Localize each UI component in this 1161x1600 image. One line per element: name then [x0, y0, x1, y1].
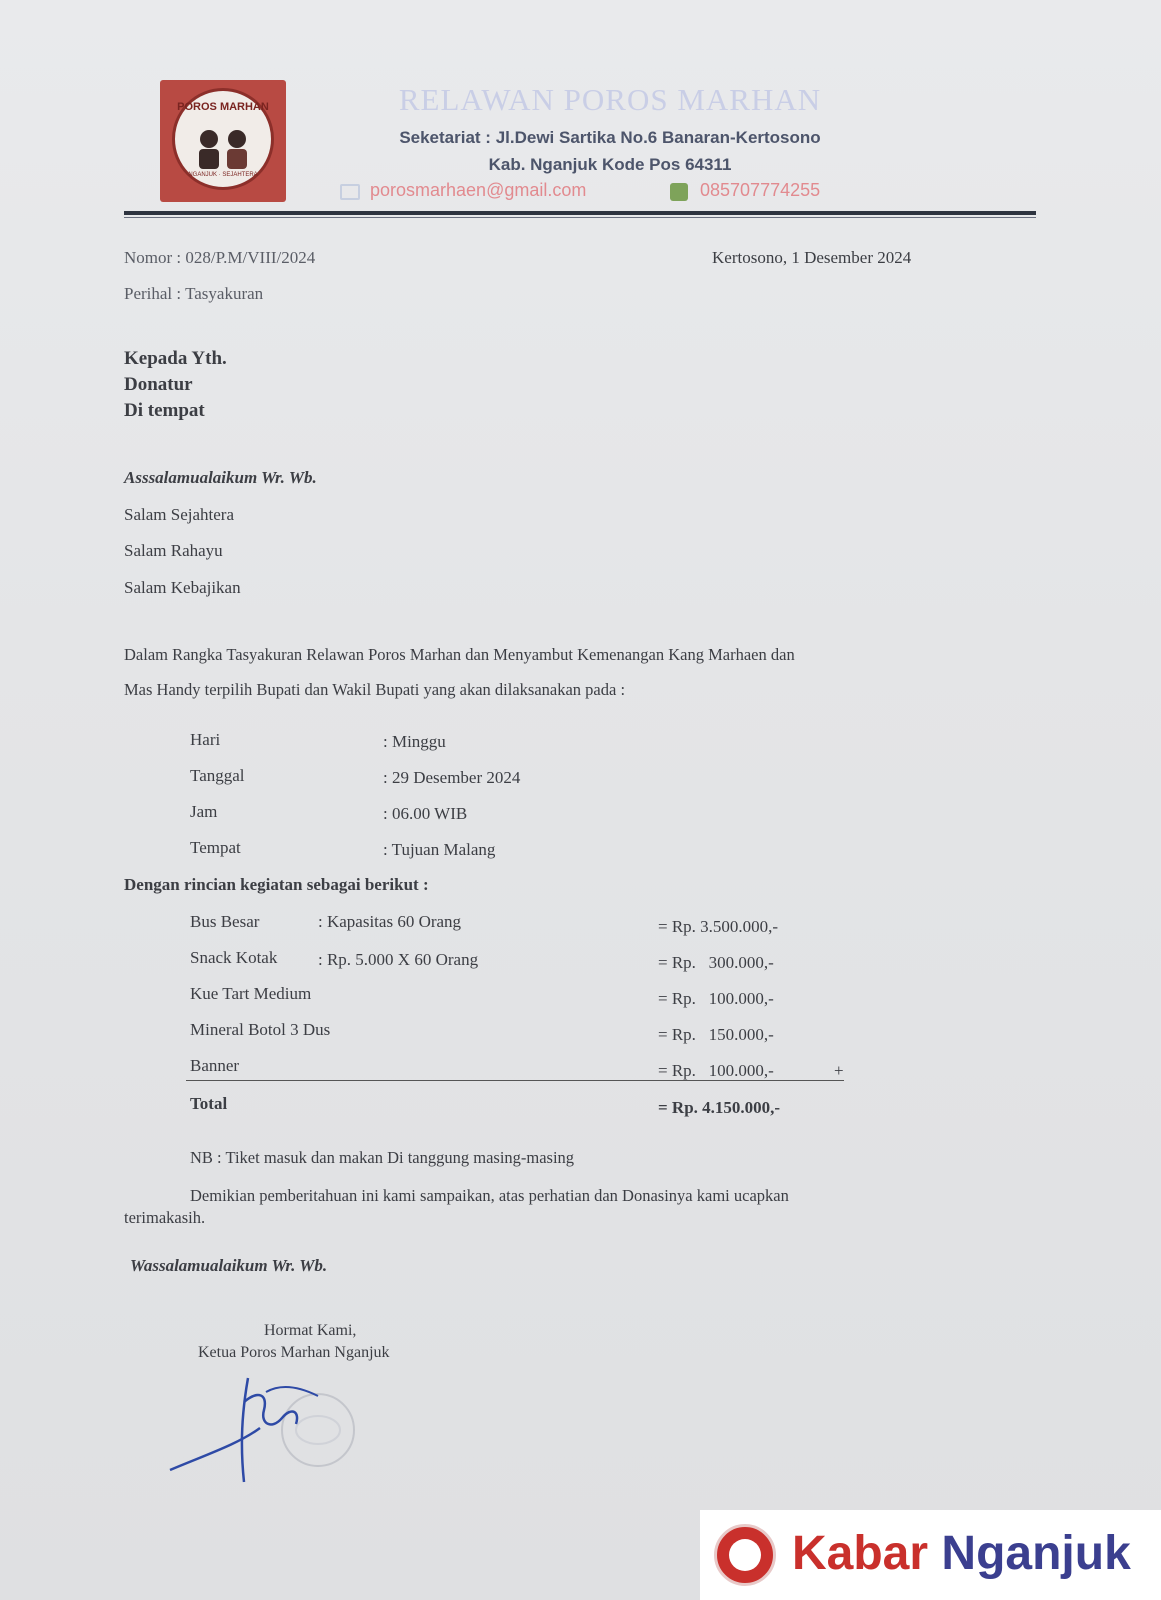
header-divider-thin [124, 217, 1036, 218]
closing-line1: Demikian pemberitahuan ini kami sampaikan, atas perhatian dan Donasinya kami ucapkan [190, 1186, 789, 1205]
cost-amount-cake: = Rp. 100.000,- [658, 989, 774, 1008]
signature-line2: Ketua Poros Marhan Nganjuk [198, 1344, 390, 1361]
cost-item-cake: Kue Tart Medium [190, 984, 312, 1003]
logo-text: POROS MARHAN [177, 101, 269, 113]
opening-greeting: Asssalamualaikum Wr. Wb. [124, 468, 317, 487]
closing-line2: terimakasih. [124, 1208, 206, 1227]
place-date: Kertosono, 1 Desember 2024 [712, 248, 912, 267]
cost-amount-banner: = Rp. 100.000,- [658, 1061, 774, 1080]
phone-text: 085707774255 [700, 180, 821, 200]
recipient-line1: Kepada Yth. [124, 348, 227, 369]
watermark-text [792, 1526, 1131, 1582]
logo-subtext: NGANJUK · SEJAHTERA [188, 172, 258, 178]
watermark-banner [700, 1510, 1161, 1600]
intro-line1: Dalam Rangka Tasyakuran Relawan Poros Marhan dan Menyambut Kemenangan Kang Marhaen dan [124, 645, 795, 664]
email-contact [340, 180, 586, 201]
nb-note: NB : Tiket masuk dan makan Di tanggung masing-masing [190, 1148, 575, 1167]
salam-3: Salam Kebajikan [124, 578, 241, 597]
event-label-time: Jam [190, 802, 218, 821]
cost-item-banner: Banner [190, 1056, 240, 1075]
logo-emblem [172, 88, 274, 190]
salam-2: Salam Rahayu [124, 541, 223, 560]
farewell-greeting: Wassalamualaikum Wr. Wb. [130, 1256, 328, 1275]
watermark-word1: Kabar [792, 1527, 929, 1580]
cost-item-snack: Snack Kotak [190, 948, 278, 967]
cost-amount-bus: = Rp. 3.500.000,- [658, 917, 779, 936]
event-value-place: : Tujuan Malang [383, 840, 496, 859]
cost-item-water: Mineral Botol 3 Dus [190, 1020, 331, 1039]
phone-icon [670, 183, 688, 201]
event-value-date: : 29 Desember 2024 [383, 768, 521, 787]
event-label-day: Hari [190, 730, 221, 749]
letter-number: Nomor : 028/P.M/VIII/2024 [124, 248, 316, 267]
recipient-line3: Di tempat [124, 400, 205, 421]
address-line1: Seketariat : Jl.Dewi Sartika No.6 Banaran-Kertosono [399, 128, 821, 147]
signature-scribble [168, 1372, 378, 1492]
sum-plus-sign: + [834, 1061, 844, 1080]
phone-contact [670, 180, 820, 201]
org-name: RELAWAN POROS MARHAN [398, 82, 822, 117]
cost-note-bus: : Kapasitas 60 Orang [318, 912, 462, 931]
details-heading: Dengan rincian kegiatan sebagai berikut : [124, 875, 429, 894]
event-label-place: Tempat [190, 838, 241, 857]
event-value-time: : 06.00 WIB [383, 804, 468, 823]
email-text: porosmarhaen@gmail.com [370, 180, 587, 200]
cost-note-snack: : Rp. 5.000 X 60 Orang [318, 950, 479, 969]
watermark-word2: Nganjuk [941, 1527, 1131, 1580]
intro-line2: Mas Handy terpilih Bupati dan Wakil Bupati yang akan dilaksanakan pada : [124, 680, 626, 699]
watermark-logo-icon [714, 1524, 776, 1586]
event-value-day: : Minggu [383, 732, 446, 751]
cost-item-bus: Bus Besar [190, 912, 260, 931]
cost-amount-water: = Rp. 150.000,- [658, 1025, 774, 1044]
sum-divider [186, 1080, 844, 1081]
salam-1: Salam Sejahtera [124, 505, 234, 524]
org-logo [160, 80, 286, 202]
cost-amount-snack: = Rp. 300.000,- [658, 953, 774, 972]
recipient-line2: Donatur [124, 374, 193, 395]
signature-line1: Hormat Kami, [264, 1322, 357, 1339]
header-divider [124, 211, 1036, 215]
address-line2: Kab. Nganjuk Kode Pos 64311 [488, 155, 732, 174]
event-label-date: Tanggal [190, 766, 245, 785]
email-icon [340, 184, 360, 200]
letter-subject: Perihal : Tasyakuran [124, 284, 264, 303]
total-amount: = Rp. 4.150.000,- [658, 1098, 781, 1117]
total-label: Total [190, 1094, 228, 1113]
